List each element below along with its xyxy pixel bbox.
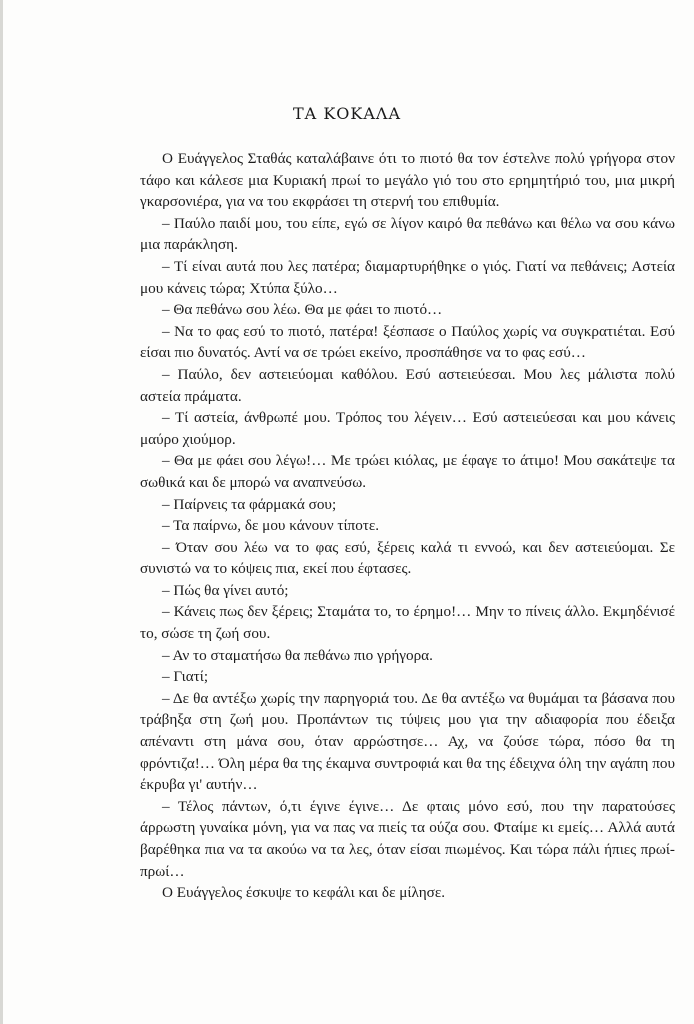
paragraph: Ο Ευάγγελος έσκυψε το κεφάλι και δε μίλησε. [162,884,446,902]
paragraph: – Παύλο, δεν αστειεύομαι καθόλου. Εσύ αστειεύεσαι. Μου λες μάλιστα πολύ αστεία πράματα. [140,365,675,405]
paragraph: Ο Ευάγγελος Σταθάς καταλάβαινε ότι το πιοτό θα τον έστελνε πολύ γρήγορα στον τάφο και κάλεσε μια Κυριακή πρωί το μεγάλο γιό του στο ερημητήριό του, μια μικρή γκαρσονιέρα, για να του εκφράσει τη στερνή του επιθυμία. [140,150,675,211]
paragraph: – Τα παίρνω, δε μου κάνουν τίποτε. [162,517,380,535]
paragraph: – Τέλος πάντων, ό,τι έγινε έγινε… Δε φταις μόνο εσύ, που την παρατούσες άρρωστη γυναίκα μόνη, για να πας να πιείς τα ούζα σου. Φταίμε κι εμείς… Αλλά αυτά βαρέθηκα πια να τα ακούω να τα λες, όταν είσαι πιωμένος. Και τώρα πάλι ήπιες πρωί-πρωί… [140,797,675,880]
paragraph: – Να το φας εσύ το πιοτό, πατέρα! ξέσπασε ο Παύλος χωρίς να συγκρατιέται. Εσύ είσαι πιο δυνατός. Αντί να σε τρώει εκείνο, προσπάθησε να το φας εσύ… [140,322,675,362]
paragraph: – Παύλο παιδί μου, του είπε, εγώ σε λίγον καιρό θα πεθάνω και θέλω να σου κάνω μια παράκληση. [140,214,675,254]
paragraph: – Θα με φάει σου λέγω!… Με τρώει κιόλας, με έφαγε το άτιμο! Μου σακάτεψε τα σωθικά και δε μπορώ να αναπνεύσω. [140,452,675,491]
paragraph: – Θα πεθάνω σου λέω. Θα με φάει το πιοτό… [162,301,443,319]
paragraph: – Τί είναι αυτά που λες πατέρα; διαμαρτυρήθηκε ο γιός. Γιατί να πεθάνεις; Αστεία μου κάνεις τώρα; Χτύπα ξύλο… [140,257,675,297]
paragraph: – Τί αστεία, άνθρωπέ μου. Τρόπος του λέγειν… Εσύ αστειεύεσαι και μου κάνεις μαύρο χιούμορ. [140,409,675,448]
paragraph: – Αν το σταματήσω θα πεθάνω πιο γρήγορα. [162,646,433,664]
paragraph: – Παίρνεις τα φάρμακά σου; [162,495,337,513]
paragraph: – Όταν σου λέω να το φας εσύ, ξέρεις καλά τι εννοώ, και δεν αστειεύομαι. Σε συνιστώ να το κόψεις πια, εκεί που έφτασες. [140,538,675,578]
paragraph: – Κάνεις πως δεν ξέρεις; Σταμάτα το, το έρημο!… Μην το πίνεις άλλο. Εκμηδένισέ το, σώσε τη ζωή σου. [140,603,675,643]
story-body [140,148,675,904]
scan-edge [0,0,3,1024]
chapter-title: ΤΑ ΚΟΚΑΛΑ [293,104,401,123]
paragraph: – Δε θα αντέξω χωρίς την παρηγοριά του. Δε θα αντέξω να θυμάμαι τα βάσανα που τράβηξα στη ζωή μου. Προπάντων τις τύψεις μου για την αδιαφορία που έδειξα απέναντι στη μάνα σου, όταν αρρώστησε… Αχ, να ζούσε τώρα, πόσο θα τη φρόντιζα!… Όλη μέρα θα της έκαμνα συντροφιά και θα της έδειχνα όλη την αγάπη που έκρυβα γι' αυτήν… [140,689,675,794]
paragraph: – Πώς θα γίνει αυτό; [162,581,289,599]
paragraph: – Γιατί; [162,668,209,686]
